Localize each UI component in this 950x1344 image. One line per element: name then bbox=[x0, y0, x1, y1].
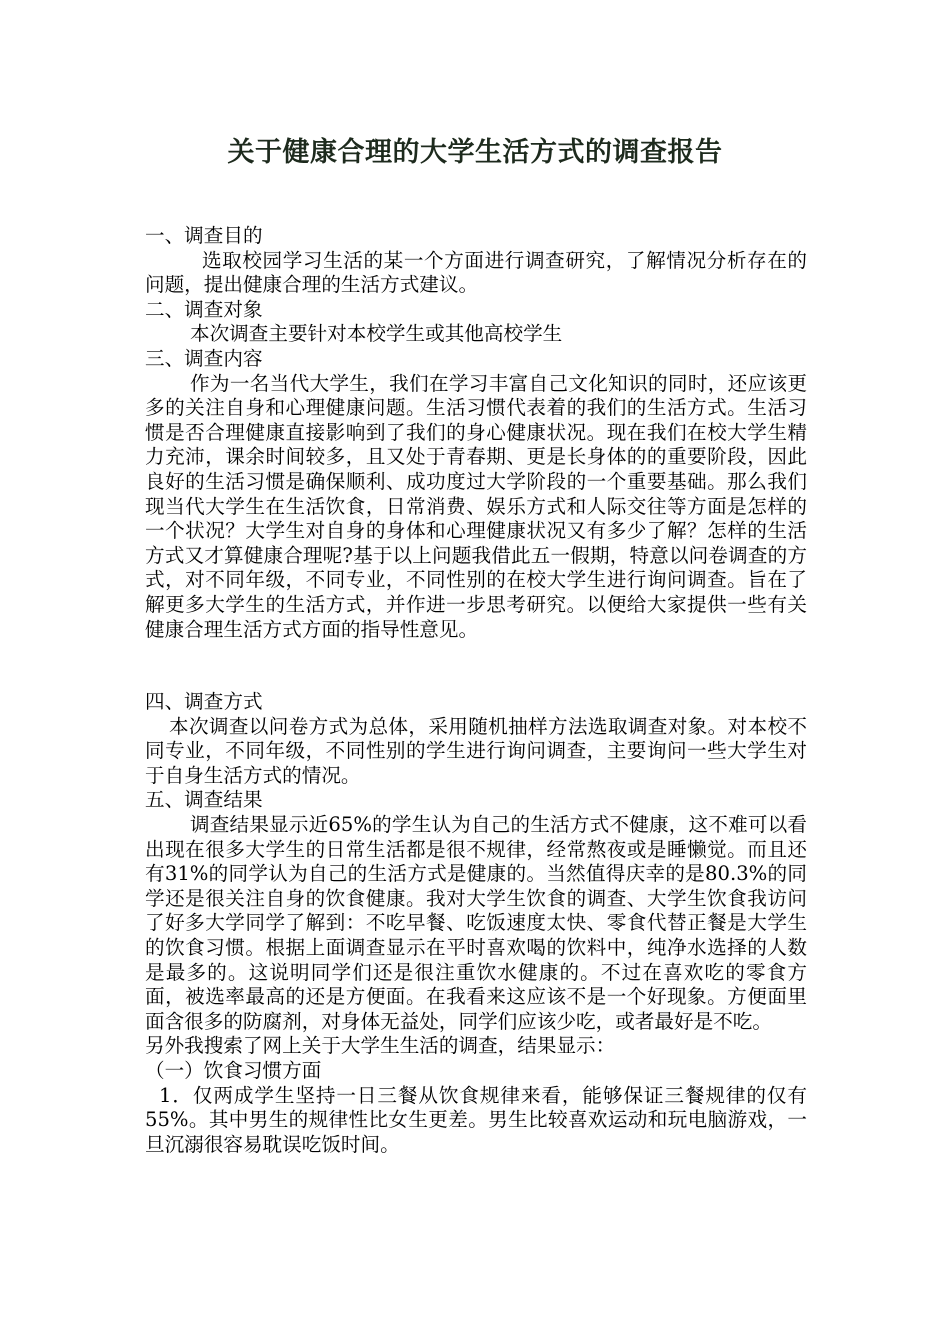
section-heading-method: 四、调查方式 bbox=[145, 690, 263, 714]
spacer bbox=[145, 642, 807, 690]
page-title: 关于健康合理的大学生活方式的调查报告 bbox=[227, 137, 723, 168]
diet-item-1: 1．仅两成学生坚持一日三餐从饮食规律来看，能够保证三餐规律的仅有55%。其中男生的规律性比女生更差。男生比较喜欢运动和玩电脑游戏，一旦沉溺很容易耽误吃饭时间。 bbox=[145, 1083, 807, 1156]
results-paragraph: 调查结果显示近65%的学生认为自己的生活方式不健康，这不难可以看出现在很多大学生的日常生活都是很不规律，经常熬夜或是睡懒觉。而且还有31%的同学认为自己的生活方式是健康的。当然值得庆幸的是80.3%的同学还是很关注自身的饮食健康。我对大学生饮食的调查、大学生饮食我访问了好多大学同学了解到：不吃早餐、吃饭速度太快、零食代替正餐是大学生的饮食习惯。根据上面调查显示在平时喜欢喝的饮料中，纯净水选择的人数是最多的。这说明同学们还是很注重饮水健康的。不过在喜欢吃的零食方面，被选率最高的还是方便面。在我看来这应该不是一个好现象。方便面里面含很多的防腐剂，对身体无益处，同学们应该少吃，或者最好是不吃。 bbox=[145, 813, 807, 1033]
method-paragraph: 本次调查以问卷方式为总体，采用随机抽样方法选取调查对象。对本校不同专业，不同年级，不同性别的学生进行询问调查，主要询问一些大学生对于自身生活方式的情况。 bbox=[145, 714, 807, 787]
document-body bbox=[145, 224, 807, 1157]
subsection-heading-diet: （一）饮食习惯方面 bbox=[145, 1059, 322, 1082]
purpose-paragraph: 选取校园学习生活的某一个方面进行调查研究，了解情况分析存在的问题，提出健康合理的生活方式建议。 bbox=[145, 248, 807, 297]
results-online-intro: 另外我搜索了网上关于大学生生活的调查，结果显示： bbox=[145, 1034, 616, 1058]
subject-paragraph: 本次调查主要针对本校学生或其他高校学生 bbox=[190, 322, 563, 346]
section-heading-subject: 二、调查对象 bbox=[145, 297, 263, 321]
section-heading-purpose: 一、调查目的 bbox=[145, 224, 263, 247]
section-heading-content: 三、调查内容 bbox=[145, 346, 263, 370]
section-heading-results: 五、调查结果 bbox=[145, 788, 263, 812]
content-paragraph: 作为一名当代大学生，我们在学习丰富自己文化知识的同时，还应该更多的关注自身和心理健康问题。生活习惯代表着的我们的生活方式。生活习惯是否合理健康直接影响到了我们的身心健康状况。现在我们在校大学生精力充沛，课余时间较多，且又处于青春期、更是长身体的的重要阶段，因此良好的生活习惯是确保顺利、成功度过大学阶段的一个重要基础。那么我们现当代大学生在生活饮食，日常消费、娱乐方式和人际交往等方面是怎样的一个状况？大学生对自身的身体和心理健康状况又有多少了解？怎样的生活方式又才算健康合理呢?基于以上问题我借此五一假期，特意以问卷调查的方式，对不同年级，不同专业，不同性别的在校大学生进行询问调查。旨在了解更多大学生的生活方式，并作进一步思考研究。以便给大家提供一些有关健康合理生活方式方面的指导性意见。 bbox=[145, 371, 807, 641]
